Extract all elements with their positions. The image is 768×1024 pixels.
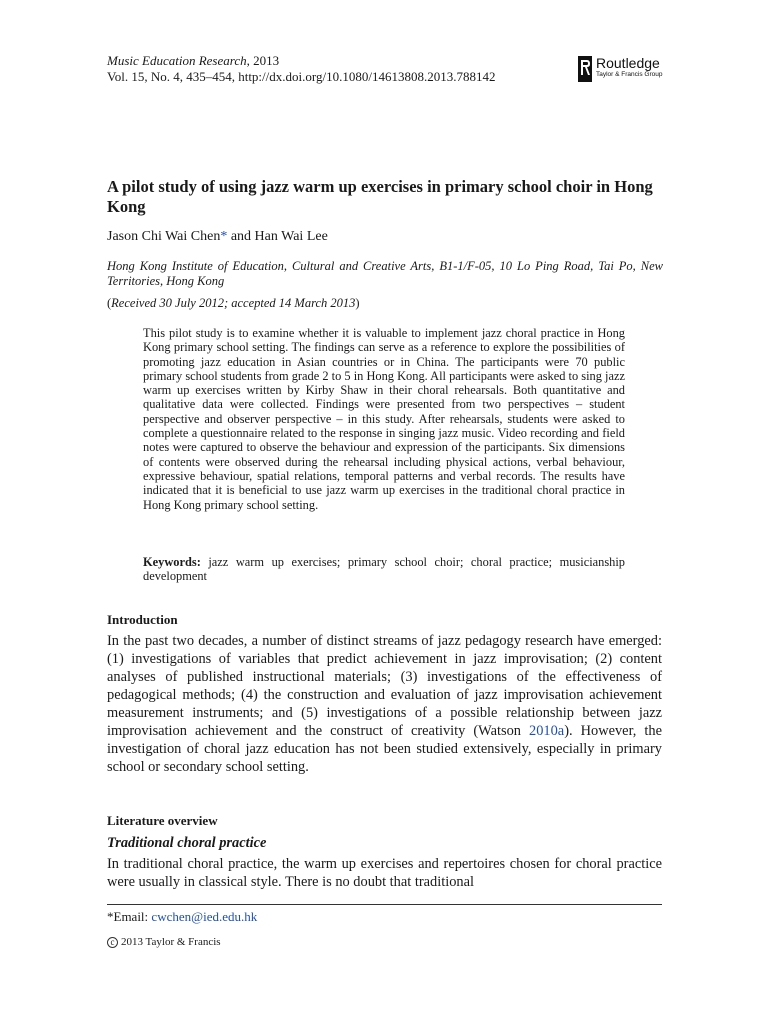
authors [107,228,328,246]
journal-citation[interactable]: Vol. 15, No. 4, 435–454, http://dx.doi.org/10.1080/14613808.2013.788142 [107,69,496,84]
subsection-paragraph: In traditional choral practice, the warm up exercises and repertoires chosen for choral practice were usually in classical style. There is no doubt that traditional [107,856,662,890]
affiliation: Hong Kong Institute of Education, Cultural and Creative Arts, B1-1/F-05, 10 Lo Ping Road, Tai Po, New Territories, Hong Kong [107,259,663,288]
abstract: This pilot study is to examine whether it is valuable to implement jazz choral practice in Hong Kong primary school setting. The findings can serve as a reference to explore the possibilities of promoting jazz education in Asian countries or in China. The participants were 70 public primary school students from grade 2 to 5 in Hong Kong. All participants were asked to sing jazz warm up exercises written by Kirby Shaw in their choral rehearsals. Both quantitative and qualitative data were collected. Findings were presented from two perspectives – student perspective and observer perspective – in this study. After rehearsals, students were asked to complete a questionnaire related to the response in singing jazz music. Video recording and field notes were captured to observe the behaviour and expression of the participants. Six dimensions of contents were observed during the rehearsal including physical actions, verbal behaviour, expressive behaviour, spatial relations, temporal patterns and verbal records. The results have indicated that it is beneficial to use jazz warm up exercises in the traditional choral practice in Hong Kong primary school setting. [143,326,625,512]
routledge-r-icon [578,56,592,82]
introduction-heading: Introduction [107,612,178,627]
keywords-list: jazz warm up exercises; primary school choir; choral practice; musicianship development [143,555,625,584]
journal-year: , 2013 [246,53,280,68]
literature-heading: Literature overview [107,813,218,828]
article-title: A pilot study of using jazz warm up exercises in primary school choir in Hong Kong [107,177,653,216]
journal-title-line [107,53,495,69]
author-footnote-link[interactable]: * [220,229,228,244]
copyright-text: 2013 Taylor & Francis [121,936,221,948]
author-second: and Han Wai Lee [227,229,328,244]
publisher-group: Taylor & Francis Group [596,71,663,78]
footnote-email [107,909,257,925]
journal-name: Music Education Research [107,53,247,68]
introduction-text-b: ). However, the investigation of choral jazz education has not been studied extensively, especially in primary school or secondary school setting. [107,723,663,775]
introduction-paragraph [107,632,662,776]
received-dates: (Received 30 July 2012; accepted 14 March 2013) [107,296,360,310]
author-first: Jason Chi Wai Chen [107,229,221,244]
email-link[interactable]: cwchen@ied.edu.hk [151,909,258,924]
copyright-icon: c [107,937,118,948]
keywords [143,555,625,584]
introduction-text-a: In the past two decades, a number of distinct streams of jazz pedagogy research have emerged: (1) investigations of variables that predict achievement in jazz improvisation; (2) content analyses of published instructional materials; (3) investigations of the effectiveness of pedagogical methods; (4) the construction and evaluation of jazz improvisation achievement measurement instruments; and (5) investigations of a possible relationship between jazz improvisation achievement and the construct of creativity (Watson [107,633,662,739]
citation-link[interactable]: 2010a [529,723,565,739]
footnote-divider [107,904,662,905]
received-text: Received 30 July 2012; accepted 14 March 2013 [111,296,356,310]
subsection-heading: Traditional choral practice [107,835,267,851]
publisher-name: Routledge [596,55,660,71]
email-label: *Email: [107,909,152,924]
routledge-logo [578,56,668,82]
copyright [107,936,221,949]
keywords-label: Keywords: [143,555,201,569]
journal-header [107,53,495,85]
